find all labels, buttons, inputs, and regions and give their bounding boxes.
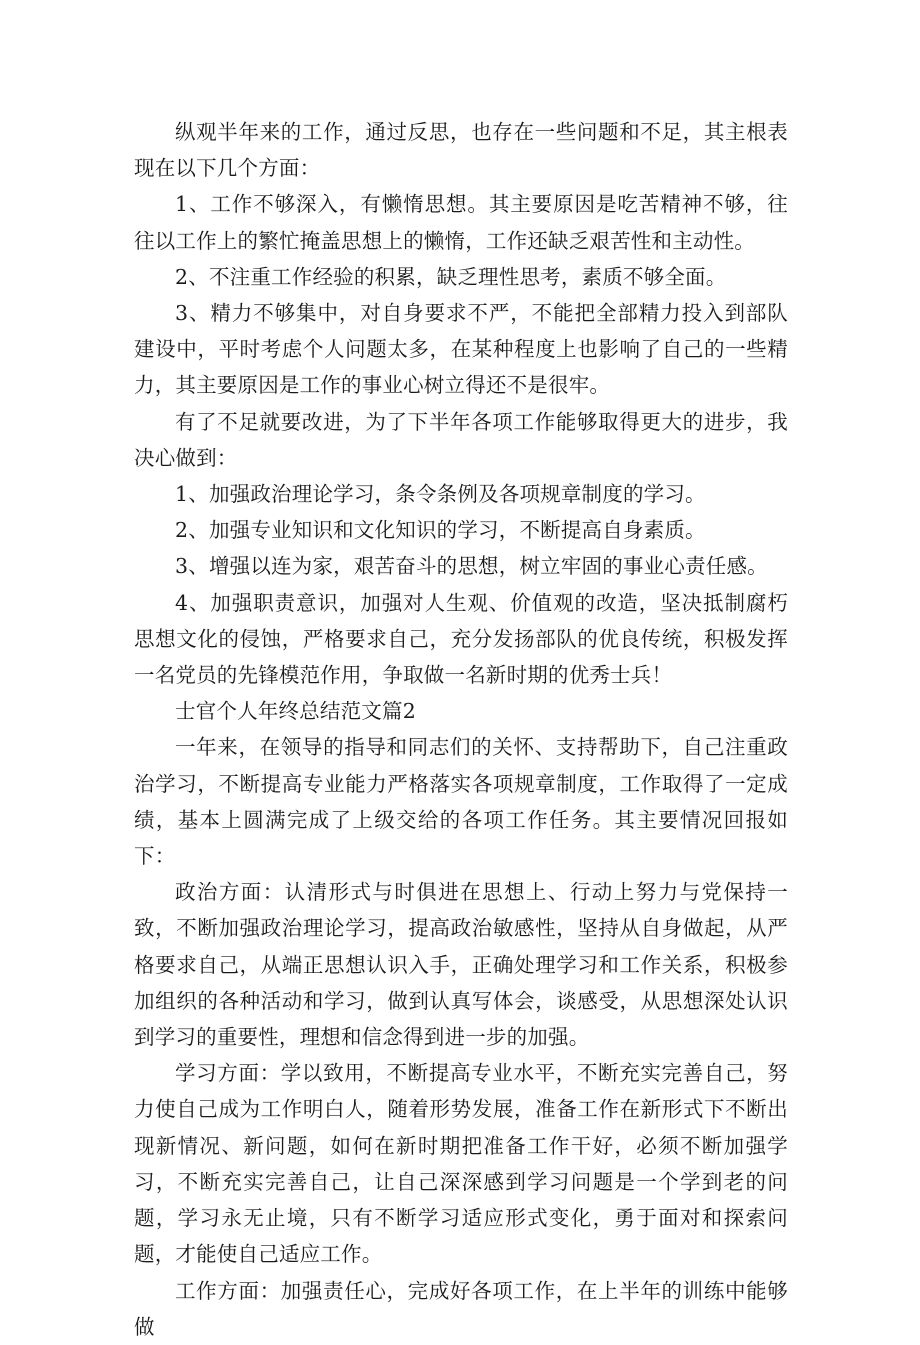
paragraph-improvement-3: 3、增强以连为家，艰苦奋斗的思想，树立牢固的事业心责任感。 — [175, 554, 768, 579]
paragraph-improvement-2: 2、加强专业知识和文化知识的学习，不断提高自身素质。 — [175, 518, 706, 543]
paragraph-problem-2: 2、不注重工作经验的积累，缺乏理性思考，素质不够全面。 — [175, 264, 727, 289]
paragraph-politics: 政治方面：认清形式与时俱进在思想上、行动上努力与党保持一致，不断加强政治理论学习，提高政治敏感性，坚持从自身做起，从严格要求自己，从端正思想认识入手，正确处理学习和工作关系，积极参加组织的各种活动和学习，做到认真写体会，谈感受，从思想深处认识到学习的重要性，理想和信念得到进一步的加强。 — [134, 880, 788, 1050]
paragraph-work: 工作方面：加强责任心，完成好各项工作，在上半年的训练中能够做 — [134, 1278, 788, 1339]
paragraph-problem-1: 1、工作不够深入，有懒惰思想。其主要原因是吃苦精神不够，往往以工作上的繁忙掩盖思想上的懒惰，工作还缺乏艰苦性和主动性。 — [134, 192, 788, 253]
paragraph-study: 学习方面：学以致用，不断提高专业水平，不断充实完善自己，努力使自己成为工作明白人，随着形势发展，准备工作在新形式下不断出现新情况、新问题，如何在新时期把准备工作干好，必须不断加强学习，不断充实完善自己，让自己深深感到学习问题是一个学到老的问题，学习永无止境，只有不断学习适应形式变化，勇于面对和探索问题，才能使自己适应工作。 — [134, 1061, 788, 1267]
paragraph-year-summary: 一年来，在领导的指导和同志们的关怀、支持帮助下，自己注重政治学习，不断提高专业能力严格落实各项规章制度，工作取得了一定成绩，基本上圆满完成了上级交给的各项工作任务。其主要情况回报如下： — [134, 735, 788, 869]
paragraph-improvement-intro: 有了不足就要改进，为了下半年各项工作能够取得更大的进步，我决心做到： — [134, 409, 788, 470]
paragraph-improvement-4: 4、加强职责意识，加强对人生观、价值观的改造，坚决抵制腐朽思想文化的侵蚀，严格要求自己，充分发扬部队的优良传统，积极发挥一名党员的先锋模范作用，争取做一名新时期的优秀士兵！ — [134, 590, 788, 688]
paragraph-improvement-1: 1、加强政治理论学习，条令条例及各项规章制度的学习。 — [175, 482, 706, 507]
section-title: 士官个人年终总结范文篇2 — [175, 699, 416, 724]
paragraph-problems-intro: 纵观半年来的工作，通过反思，也存在一些问题和不足，其主根表现在以下几个方面： — [134, 120, 788, 181]
document-body — [134, 114, 788, 1345]
paragraph-problem-3: 3、精力不够集中，对自身要求不严，不能把全部精力投入到部队建设中，平时考虑个人问题太多，在某种程度上也影响了自己的一些精力，其主要原因是工作的事业心树立得还不是很牢。 — [134, 301, 788, 398]
